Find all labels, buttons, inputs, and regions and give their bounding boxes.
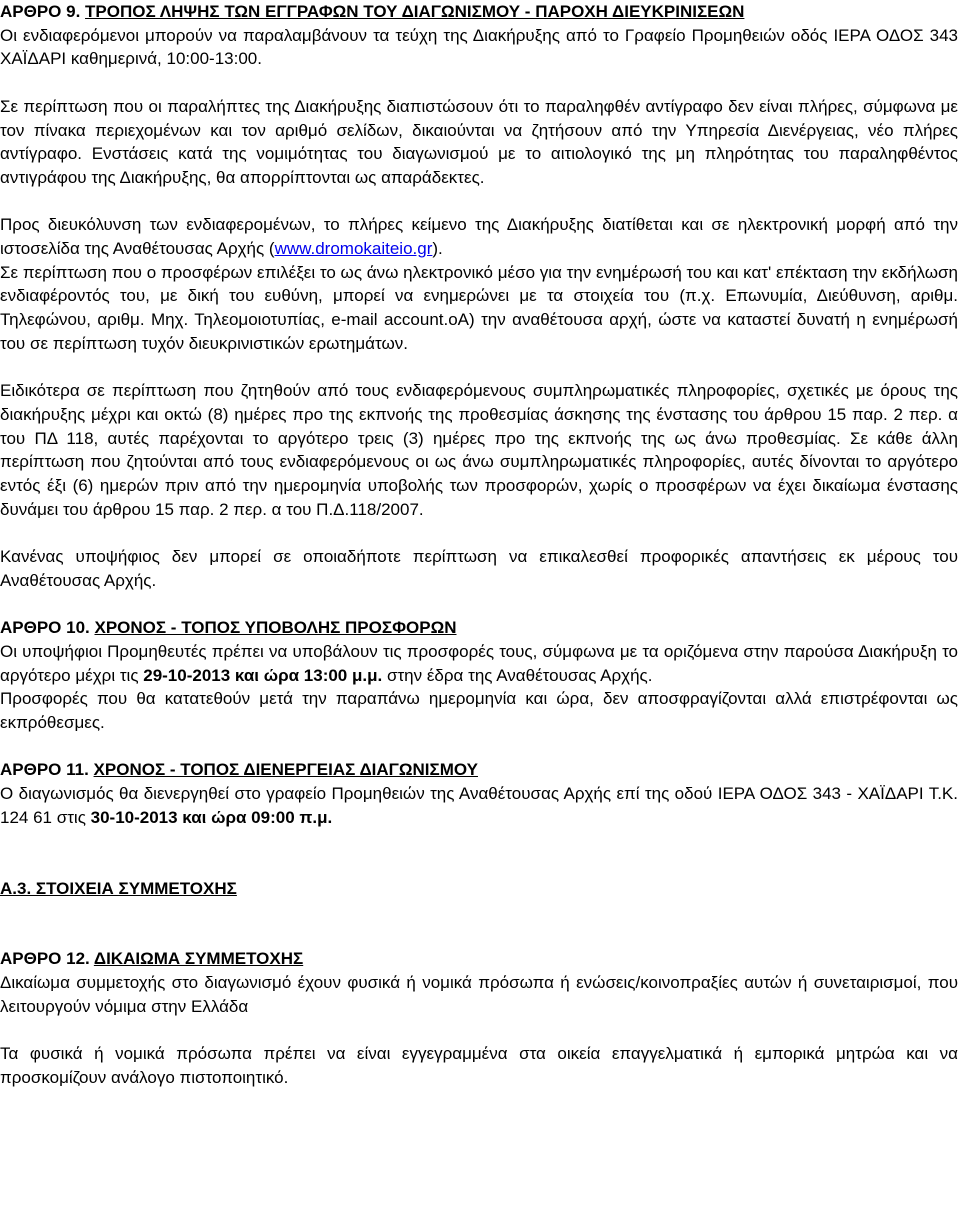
article-9-paragraph-3	[0, 213, 958, 260]
article-9-paragraph-3-end: ).	[432, 239, 443, 258]
article-12-paragraph-2: Τα φυσικά ή νομικά πρόσωπα πρέπει να είναι εγγεγραμμένα στα οικεία επαγγελματικά ή εμπορικά μητρώα και να προσκομίζουν ανάλογο πιστοποιητικό.	[0, 1044, 958, 1087]
article-10-title: ΧΡΟΝΟΣ - ΤΟΠΟΣ ΥΠΟΒΟΛΗΣ ΠΡΟΣΦΟΡΩΝ	[94, 618, 457, 638]
article-10-paragraph-1-text: Οι υποψήφιοι Προμηθευτές πρέπει να υποβάλουν τις προσφορές τους, σύμφωνα με τα οριζόμενα στην παρούσα Διακήρυξη το αργότερο μέχρι τις	[0, 641, 958, 685]
article-11-paragraph-1-text: Ο διαγωνισμός θα διενεργηθεί στο γραφείο Προμηθειών της Αναθέτουσας Αρχής επί της οδού ΙΕΡΑ ΟΔΟΣ 343 - ΧΑΪΔΑΡΙ Τ.Κ. 124 61 στις	[0, 784, 958, 827]
article-9-paragraph-1: Οι ενδιαφερόμενοι μπορούν να παραλαμβάνουν τα τεύχη της Διακήρυξης από το Γραφείο Προμηθειών οδός ΙΕΡΑ ΟΔΟΣ 343 ΧΑΪΔΑΡΙ καθημερινά, 10:00-13:00.	[0, 25, 958, 69]
article-12-paragraph-1: Δικαίωμα συμμετοχής στο διαγωνισμό έχουν φυσικά ή νομικά πρόσωπα ή ενώσεις/κοινοπραξίες αυτών ή συνεταιρισμοί, που λειτουργούν νόμιμα στην Ελλάδα	[0, 972, 958, 1016]
submission-deadline: 29-10-2013 και ώρα 13:00 μ.μ.	[143, 665, 383, 685]
article-9-paragraph-3-text: Προς διευκόλυνση των ενδιαφερομένων, το πλήρες κείμενο της Διακήρυξης διατίθεται και σε ηλεκτρονική μορφή από την ιστοσελίδα της Αναθέτουσας Αρχής (	[0, 215, 958, 258]
article-9-paragraph-2: Σε περίπτωση που οι παραλήπτες της Διακήρυξης διαπιστώσουν ότι το παραληφθέν αντίγραφο δεν είναι πλήρες, σύμφωνα με τον πίνακα περιεχομένων και τον αριθμό σελίδων, δικαιούνται να ζητήσουν από την Υπηρεσία Διενέργειας, νέο πλήρες αντίγραφο. Ενστάσεις κατά της νομιμότητας του διαγωνισμού με το αιτιολογικό της μη πληρότητας του παραληφθέντος αντιγράφου της Διακήρυξης, θα απορρίπτονται ως απαράδεκτες.	[0, 96, 958, 187]
article-10-paragraph-2: Προσφορές που θα κατατεθούν μετά την παραπάνω ημερομηνία και ώρα, δεν αποσφραγίζονται αλλά επιστρέφονται ως εκπρόθεσμες.	[0, 689, 958, 733]
article-10-paragraph-1-end: στην έδρα της Αναθέτουσας Αρχής.	[382, 665, 653, 685]
article-10-heading	[0, 616, 958, 640]
article-9-title: ΤΡΟΠΟΣ ΛΗΨΗΣ ΤΩΝ ΕΓΓΡΑΦΩΝ ΤΟΥ ΔΙΑΓΩΝΙΣΜΟΥ - ΠΑΡΟΧΗ ΔΙΕΥΚΡΙΝΙΣΕΩΝ	[85, 2, 745, 21]
article-9-paragraph-4: Σε περίπτωση που ο προσφέρων επιλέξει το ως άνω ηλεκτρονικό μέσο για την ενημέρωσή του και κατ' επέκταση την εκδήλωση ενδιαφέροντός του, με δική του ευθύνη, μπορεί να ενημερώνει με τα στοιχεία του (π.χ. Επωνυμία, Διεύθυνση, αριθμ. Τηλεφώνου, αριθμ. Μηχ. Τηλεομοιοτυπίας, e-mail account.oA) την αναθέτουσα αρχή, ώστε να καταστεί δυνατή η ενημέρωσή του σε περίπτωση τυχόν διευκρινιστικών ερωτημάτων.	[0, 262, 958, 353]
article-9-heading	[0, 0, 958, 24]
article-11-paragraph-1	[0, 782, 958, 829]
article-11-heading	[0, 758, 958, 782]
article-10-paragraph-1	[0, 640, 958, 687]
article-9-paragraph-5: Ειδικότερα σε περίπτωση που ζητηθούν από τους ενδιαφερόμενους συμπληρωματικές πληροφορίες, σχετικές με όρους της διακήρυξης μέχρι και οκτώ (8) ημέρες προ της εκπνοής της προθεσμίας άσκησης της ένστασης του άρθρου 15 παρ. 2 περ. α του ΠΔ 118, αυτές παρέχονται το αργότερο τρεις (3) ημέρες προ της εκπνοής της ως άνω προθεσμίας. Σε κάθε άλλη περίπτωση που ζητούνται από τους ενδιαφερόμενους οι ως άνω συμπληρωματικές πληροφορίες, αυτές δίνονται το αργότερο εντός έξι (6) ημερών πριν από την ημερομηνία υποβολής των προσφορών, χωρίς ο προσφέρων να έχει δικαίωμα ένστασης δυνάμει του άρθρου 15 παρ. 2 περ. α του Π.Δ.118/2007.	[0, 381, 958, 519]
article-10-prefix: ΑΡΘΡΟ 10.	[0, 618, 95, 638]
article-9-paragraph-6: Κανένας υποψήφιος δεν μπορεί σε οποιαδήποτε περίπτωση να επικαλεσθεί προφορικές απαντήσεις εκ μέρους του Αναθέτουσας Αρχής.	[0, 547, 958, 590]
article-12-prefix: ΑΡΘΡΟ 12.	[0, 949, 94, 969]
tender-date: 30-10-2013 και ώρα 09:00 π.μ.	[90, 807, 333, 827]
article-12-heading	[0, 947, 958, 971]
section-a3-title: Α.3. ΣΤΟΙΧΕΙΑ ΣΥΜΜΕΤΟΧΗΣ	[0, 878, 237, 898]
article-12-title: ΔΙΚΑΙΩΜΑ ΣΥΜΜΕΤΟΧΗΣ	[93, 949, 304, 969]
website-link[interactable]: www.dromokaiteio.gr	[274, 239, 433, 258]
article-9-prefix: ΑΡΘΡΟ 9.	[0, 2, 86, 21]
article-11-title: ΧΡΟΝΟΣ - ΤΟΠΟΣ ΔΙΕΝΕΡΓΕΙΑΣ ΔΙΑΓΩΝΙΣΜΟΥ	[93, 760, 478, 780]
article-11-prefix: ΑΡΘΡΟ 11.	[0, 760, 94, 780]
